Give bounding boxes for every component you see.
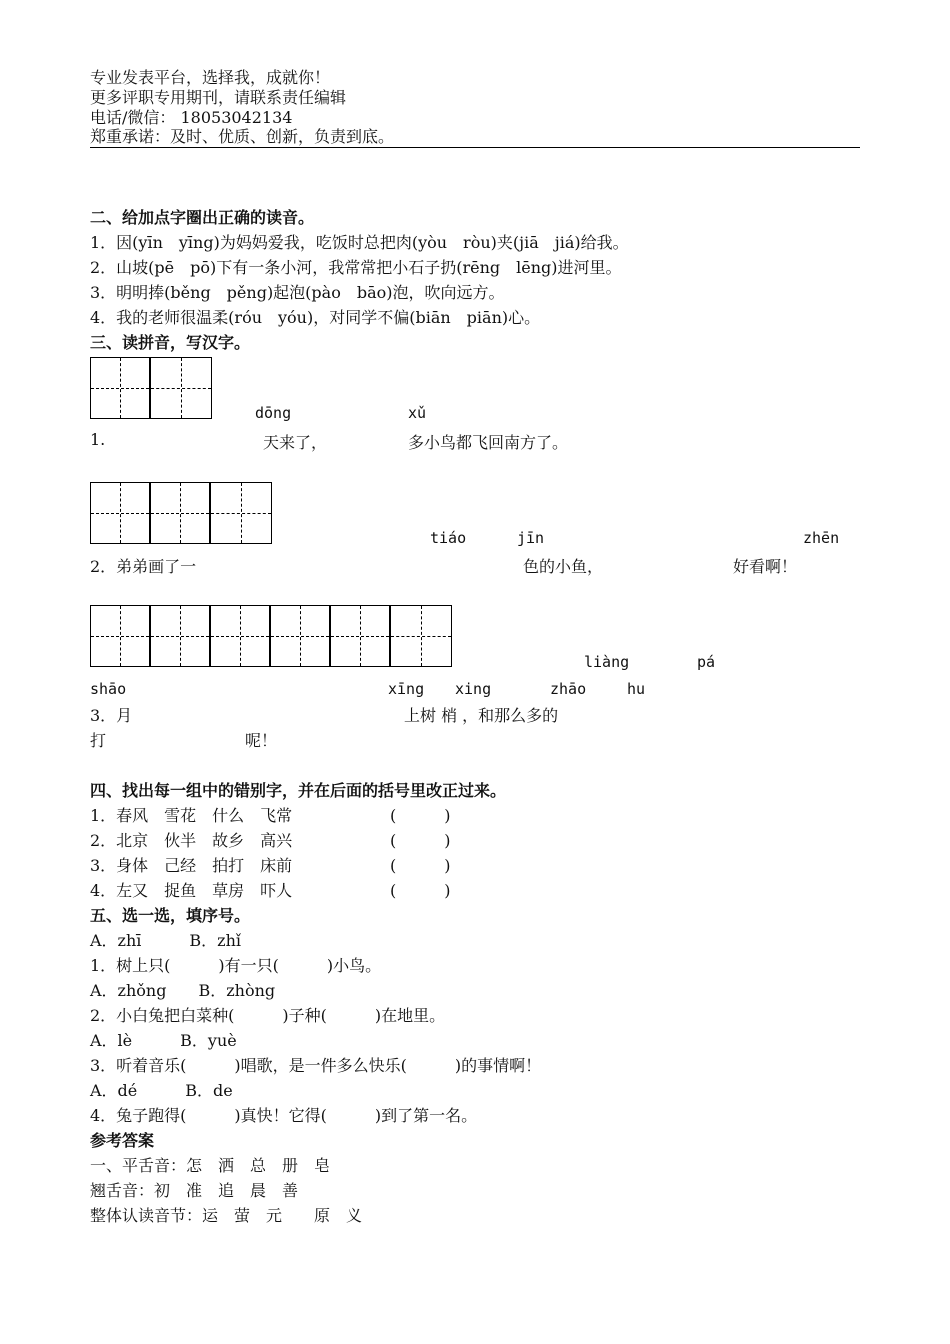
section-5-options-3: A．lè B．yuè bbox=[90, 1031, 237, 1050]
pinyin-xu: xǔ bbox=[408, 404, 427, 422]
q2-text-3: 好看啊！ bbox=[733, 557, 798, 576]
section-5-title: 五、选一选，填序号。 bbox=[90, 906, 251, 925]
section-5-options-2: A．zhǒng B．zhòng bbox=[90, 981, 276, 1000]
grid-cell[interactable] bbox=[91, 358, 151, 418]
section-2-item-4: 4．我的老师很温柔(róu yóu)，对同学不偏(biān piān)心。 bbox=[90, 308, 541, 327]
pinyin-xing-1: xīng bbox=[388, 680, 425, 698]
section-5-question-4[interactable]: 4．兔子跑得( )真快！它得( )到了第一名。 bbox=[90, 1106, 478, 1125]
section-5-options-4: A．dé B．de bbox=[90, 1081, 233, 1100]
section-4-paren-4[interactable]: ( ) bbox=[390, 881, 451, 900]
section-5-question-1[interactable]: 1．树上只( )有一只( )小鸟。 bbox=[90, 956, 382, 975]
q3-text-2: 上树 梢 ，和那么多的 bbox=[404, 706, 559, 725]
grid-cell[interactable] bbox=[151, 606, 211, 666]
grid-cell[interactable] bbox=[331, 606, 391, 666]
section-4-paren-2[interactable]: ( ) bbox=[390, 831, 451, 850]
grid-cell[interactable] bbox=[211, 606, 271, 666]
pinyin-xing-2: xing bbox=[455, 680, 492, 698]
grid-cell[interactable] bbox=[151, 358, 211, 418]
pinyin-pa: pá bbox=[697, 653, 716, 671]
pinyin-hu: hu bbox=[627, 680, 646, 698]
grid-cell[interactable] bbox=[151, 483, 211, 543]
pinyin-zhao: zhāo bbox=[550, 680, 587, 698]
pinyin-tiao: tiáo bbox=[430, 529, 467, 547]
grid-cell[interactable] bbox=[271, 606, 331, 666]
q1-text-1: 天来了， bbox=[263, 433, 328, 452]
q1-number: 1. bbox=[90, 430, 106, 449]
section-2-item-2: 2．山坡(pē pō)下有一条小河，我常常把小石子扔(rēng lēng)进河里。 bbox=[90, 258, 622, 277]
section-5-question-3[interactable]: 3．听着音乐( )唱歌，是一件多么快乐( )的事情啊！ bbox=[90, 1056, 542, 1075]
answers-line-1: 一、平舌音：怎 洒 总 册 皂 bbox=[90, 1156, 331, 1175]
pinyin-shao: shāo bbox=[90, 680, 127, 698]
section-2-item-3: 3．明明捧(běng pěng)起泡(pào bāo)泡，吹向远方。 bbox=[90, 283, 505, 302]
section-2-title: 二、给加点字圈出正确的读音。 bbox=[90, 208, 315, 227]
pinyin-jin: jīn bbox=[517, 529, 545, 547]
grid-cell[interactable] bbox=[211, 483, 271, 543]
section-5-question-2[interactable]: 2．小白兔把白菜种( )子种( )在地里。 bbox=[90, 1006, 446, 1025]
section-3-title: 三、读拼音，写汉字。 bbox=[90, 333, 251, 352]
q2-text-1: 2．弟弟画了一 bbox=[90, 557, 197, 576]
section-5-options-1: A．zhī B．zhǐ bbox=[90, 931, 242, 950]
pinyin-zhen: zhēn bbox=[803, 529, 840, 547]
q1-text-2: 多小鸟都飞回南方了。 bbox=[408, 433, 569, 452]
section-4-item-4: 4．左又 捉鱼 草房 吓人 bbox=[90, 881, 293, 900]
section-4-title: 四、找出每一组中的错别字，并在后面的括号里改正过来。 bbox=[90, 781, 507, 800]
answers-line-2: 翘舌音：初 准 追 晨 善 bbox=[90, 1181, 299, 1200]
section-4-paren-1[interactable]: ( ) bbox=[390, 806, 451, 825]
section-2-item-1: 1．因(yīn yīng)为妈妈爱我，吃饭时总把肉(yòu ròu)夹(jiā jiá)给我。 bbox=[90, 233, 629, 252]
writing-grid-3[interactable] bbox=[90, 605, 452, 667]
q2-text-2: 色的小鱼， bbox=[523, 557, 604, 576]
header-line-3: 电话/微信： 18053042134 bbox=[90, 108, 293, 127]
answers-title: 参考答案 bbox=[90, 1131, 155, 1150]
grid-cell[interactable] bbox=[91, 606, 151, 666]
section-4-paren-3[interactable]: ( ) bbox=[390, 856, 451, 875]
pinyin-dong: dōng bbox=[255, 404, 292, 422]
grid-cell[interactable] bbox=[391, 606, 451, 666]
writing-grid-1[interactable] bbox=[90, 357, 212, 419]
writing-grid-2[interactable] bbox=[90, 482, 272, 544]
q3-text-3: 打 bbox=[90, 731, 107, 750]
q3-text-4: 呢！ bbox=[245, 731, 278, 750]
pinyin-liang: liàng bbox=[584, 653, 630, 671]
header-line-1: 专业发表平台，选择我，成就你！ bbox=[90, 68, 331, 87]
section-4-item-1: 1．春风 雪花 什么 飞常 bbox=[90, 806, 293, 825]
section-4-item-3: 3．身体 己经 拍打 床前 bbox=[90, 856, 293, 875]
answers-line-3: 整体认读音节：运 萤 元 原 义 bbox=[90, 1206, 363, 1225]
q3-text-1: 3．月 bbox=[90, 706, 133, 725]
section-4-item-2: 2．北京 伙半 故乡 高兴 bbox=[90, 831, 293, 850]
header-line-4: 郑重承诺：及时、优质、创新，负责到底。 bbox=[90, 127, 395, 146]
header-line-2: 更多评职专用期刊，请联系责任编辑 bbox=[90, 88, 347, 107]
header-divider bbox=[90, 147, 860, 148]
grid-cell[interactable] bbox=[91, 483, 151, 543]
